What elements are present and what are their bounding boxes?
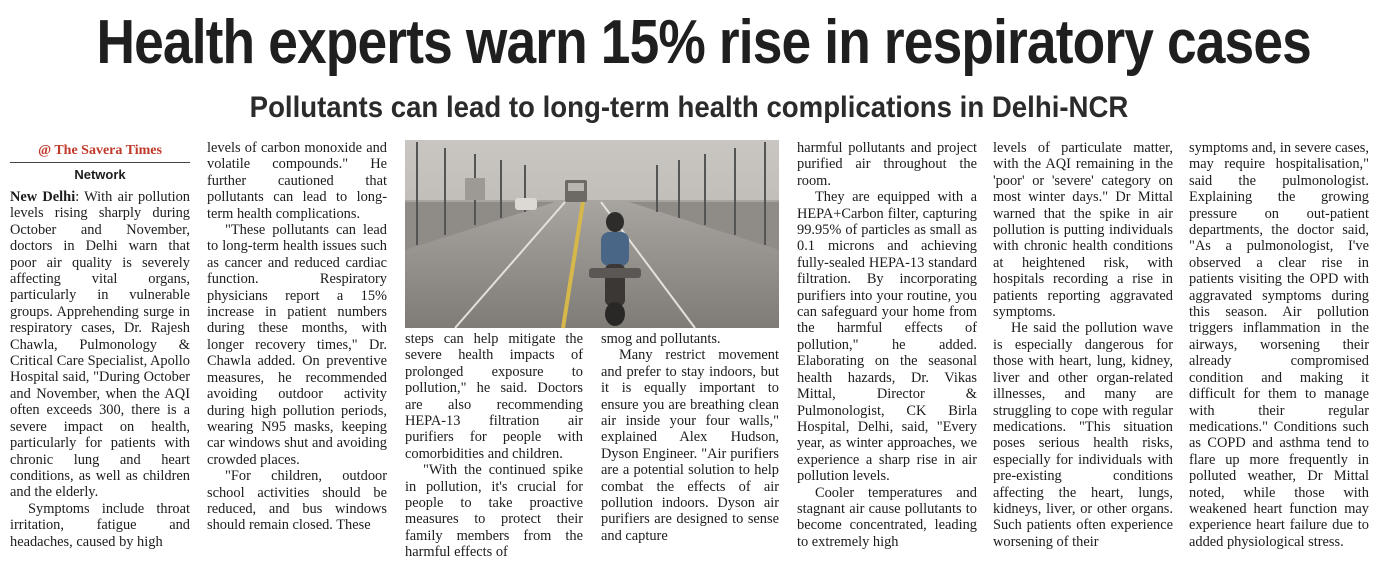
paragraph: Many restrict movement and prefer to stay indoors, but it is equally important to ensure you are breathing clean air inside your four walls," explained Alex Hudson, Dyson Engineer. "Air purifiers are a potential solution to help combat the effects of air pollution indoors. Dyson air purifiers are designed to sense and capture bbox=[601, 347, 779, 544]
paragraph: They are equipped with a HEPA+Carbon filter, capturing 99.95% of particles as small as 0.1 microns and achieving fully-sealed HEPA-13 standard filtration. By incorporating purifiers into your routine, you can safeguard your home from the harmful effects of pollution," he added. Elaborating on the seasonal health hazards, Dr. Vikas Mittal, Director & Pulmonologist, CK Birla Hospital, Delhi, said, "Every year, as winter approaches, we experience a sharp rise in air pollution levels. bbox=[797, 189, 977, 485]
photo-illustration bbox=[405, 140, 779, 328]
paragraph: Symptoms include throat irritation, fatigue and headaches, caused by high bbox=[10, 500, 190, 550]
column-1 bbox=[10, 140, 190, 550]
column-2 bbox=[207, 140, 387, 540]
byline-rule bbox=[10, 162, 190, 163]
headline: Health experts warn 15% rise in respiratory cases bbox=[96, 8, 1311, 77]
paragraph: levels of carbon monoxide and volatile compounds." He further cautioned that pollutants can lead to long-term health complications. bbox=[207, 140, 387, 222]
column-5 bbox=[797, 140, 977, 550]
paragraph: levels of particulate matter, with the AQI remaining in the 'poor' or 'severe' category on most winter days." Dr Mittal warned that the spike in air pollution is putting individuals with chronic health conditions at heightened risk, with hospitals recording a rise in patients reporting aggravated symptoms. bbox=[993, 140, 1173, 321]
paragraph: "These pollutants can lead to long-term health issues such as cancer and reduced cardiac function. Respiratory physicians report a 15% increase in patient numbers during these months, with longer recovery times," Dr. Chawla added. On preventive measures, he recommended avoiding outdoor activity during high pollution periods, wearing N95 masks, keeping car windows shut and avoiding crowded places. bbox=[207, 222, 387, 468]
paragraph: "For children, outdoor school activities should be reduced, and bus windows should remain closed. These bbox=[207, 468, 387, 534]
column-4 bbox=[601, 331, 779, 544]
column-7 bbox=[1189, 140, 1369, 550]
paragraph: steps can help mitigate the severe health impacts of prolonged exposure to pollution," he said. Doctors are also recommending HEPA-13 filtration air purifiers for people with comorbidities and children. bbox=[405, 331, 583, 462]
paragraph: Cooler temperatures and stagnant air cause pollutants to become concentrated, leading to extremely high bbox=[797, 484, 977, 550]
section-label: Network bbox=[74, 167, 126, 182]
paragraph: smog and pollutants. bbox=[601, 331, 721, 347]
paragraph bbox=[10, 189, 190, 501]
subheadline: Pollutants can lead to long-term health complications in Delhi-NCR bbox=[249, 91, 1129, 124]
traffic-smog-photo bbox=[405, 140, 779, 328]
paragraph-text: : With air pollution levels rising sharply during October and November, doctors in Delhi warn that poor air quality is severely affecting vital organs, particularly in vulnerable groups. Apprehending surge in respiratory cases, Dr. Rajesh Chawla, Pulmonology & Critical Care Specialist, Apollo Hospital said, "During October and November, when the AQI often exceeds 300, there is a severe impact on health, particularly for patients with chronic lung and heart conditions, as well as children and the elderly. bbox=[10, 189, 190, 501]
column-6 bbox=[993, 140, 1173, 550]
paragraph: He said the pollution wave is especially dangerous for those with heart, lung, kidney, liver and other organ-related illnesses, and many are struggling to cope with regular medications. "This situation poses serious health risks, especially for individuals with pre-existing conditions affecting the heart, lungs, kidneys, liver, or other organs. Such patients often experience worsening of their bbox=[993, 320, 1173, 550]
paragraph: symptoms and, in severe cases, may require hospitalisation," said the pulmonologist. Explaining the growing pressure on out-patient departments, the doctor said, "As a pulmonologist, I've observed a clear rise in patients visiting the OPD with aggravated symptoms during this season. Air pollution triggers inflammation in the airways, worsening their already compromised condition and making it difficult for them to manage with their regular medications." Conditions such as COPD and asthma tend to flare up more frequently in polluted weather, Dr Mittal noted, while those with weakened heart function may experience heart failure due to added physiological stress. bbox=[1189, 140, 1369, 550]
column-3 bbox=[405, 331, 583, 561]
dateline: New Delhi bbox=[10, 189, 76, 205]
paragraph: harmful pollutants and project purified air throughout the room. bbox=[797, 140, 977, 189]
byline: @ The Savera Times bbox=[38, 143, 162, 158]
paragraph: "With the continued spike in pollution, it's crucial for people to take proactive measures to protect their family members from the harmful effects of bbox=[405, 462, 583, 561]
